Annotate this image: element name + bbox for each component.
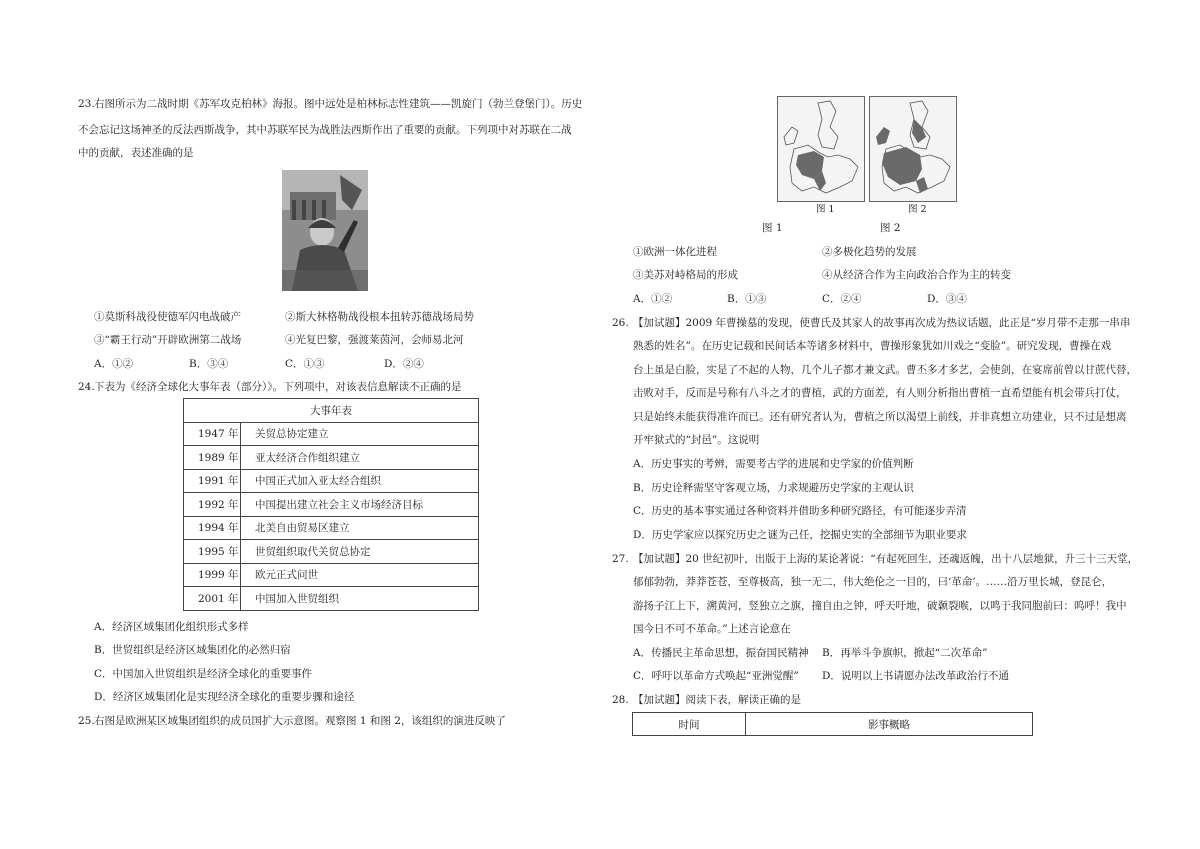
option-d[interactable]: D．②④ — [384, 358, 424, 370]
event-cell: 亚太经济合作组织建立 — [241, 446, 479, 470]
europe-map-1 — [777, 96, 865, 215]
event-cell: 中国加入世贸组织 — [241, 587, 479, 611]
event-cell: 中国提出建立社会主义市场经济目标 — [241, 493, 479, 517]
option-c[interactable]: C．历史的基本事实通过各种资料并借助多种研究路径，有可能逐步弄清 — [633, 505, 967, 517]
option-c[interactable]: C．呼吁以革命方式唤起“亚洲觉醒” — [633, 670, 799, 682]
option-c[interactable]: C．①③ — [285, 358, 325, 370]
question-stem-line: 【加试题】20 世纪初叶，出版于上海的某论著说：“有起死回生，还魂返魄，出十八层地狱，升三十三天堂， — [633, 553, 1139, 565]
table-row — [184, 563, 479, 587]
option-b[interactable]: B．历史诠释需坚守客观立场，力求规避历史学家的主观认识 — [633, 482, 914, 494]
question-stem-line: 游扬子江上下，溯黄河，竖独立之旗，撞自由之钟，呼天吁地，破颡裂喉，以鸣于我同胞前曰：呜呼！我中 — [633, 600, 1127, 612]
map-label: 图 2 — [908, 204, 927, 215]
event-cell: 欧元正式问世 — [241, 563, 479, 587]
question-number: 23. — [78, 98, 95, 110]
soviet-poster-image — [282, 170, 368, 291]
event-cell: 关贸总协定建立 — [241, 422, 479, 446]
table-title: 大事年表 — [184, 399, 479, 423]
table-row — [184, 587, 479, 611]
option-c[interactable]: C．中国加入世贸组织是经济全球化的重要事件 — [94, 668, 313, 680]
figure-caption: 图 1 — [762, 222, 783, 234]
table-row — [184, 446, 479, 470]
option-a[interactable]: A．①② — [633, 293, 673, 305]
option-b[interactable]: B．再举斗争旗帜，掀起“二次革命” — [822, 647, 988, 659]
option-b[interactable]: B．①③ — [727, 293, 767, 305]
table-row — [184, 493, 479, 517]
option-a[interactable]: A．传播民主革命思想，振奋国民精神 — [633, 647, 809, 659]
question-stem-line: 不会忘记这场神圣的反法西斯战争，其中苏联军民为战胜法西斯作出了重要的贡献。下列项中对苏联在二战 — [78, 124, 572, 136]
question-stem-line: 国今日不可不革命。”上述言论意在 — [633, 623, 791, 635]
question-number: 25. — [78, 715, 95, 727]
year-cell: 1994 年 — [184, 516, 241, 540]
question-stem-line: 郁郁勃勃，莽莽苍苍，至尊极高，独一无二，伟大绝伦之一目的，曰‘革命’。……沿万里长城，登昆仑， — [633, 576, 1113, 588]
data-table — [632, 712, 1033, 736]
column-header: 影事概略 — [746, 713, 1033, 736]
item-2: ②斯大林格勒战役根本扭转苏德战场局势 — [285, 311, 474, 323]
question-stem-line: 台上虽是白脸，实是了不起的人物，几个儿子都才兼文武。曹丕多才多艺，会使剑，在宴席前曾以甘蔗代替， — [633, 364, 1137, 376]
year-cell: 1989 年 — [184, 446, 241, 470]
year-cell: 2001 年 — [184, 587, 241, 611]
item-4: ④从经济合作为主向政治合作为主的转变 — [822, 269, 1011, 281]
question-number: 28. — [612, 694, 629, 706]
option-d[interactable]: D．历史学家应以探究历史之谜为己任，挖掘史实的全部细节为职业要求 — [633, 529, 967, 541]
events-table — [183, 398, 479, 611]
event-cell: 世贸组织取代关贸总协定 — [241, 540, 479, 564]
option-a[interactable]: A．①② — [94, 358, 134, 370]
map-label: 图 1 — [816, 204, 835, 215]
item-1: ①莫斯科战役使德军闪电战破产 — [94, 311, 241, 323]
item-3: ③美苏对峙格局的形成 — [633, 269, 738, 281]
item-1: ①欧洲一体化进程 — [633, 246, 717, 258]
option-d[interactable]: D．③④ — [927, 293, 967, 305]
year-cell: 1947 年 — [184, 422, 241, 446]
question-stem: 【加试题】阅读下表，解读正确的是 — [633, 694, 801, 706]
year-cell: 1992 年 — [184, 493, 241, 517]
question-stem-line: 开牢狱式的“封邑”。这说明 — [633, 434, 760, 446]
year-cell: 1995 年 — [184, 540, 241, 564]
question-stem-line: 右图所示为二战时期《苏军攻克柏林》海报。图中远处是柏林标志性建筑——凯旋门（勃兰登堡门）。历史 — [94, 98, 583, 110]
question-stem-line: 击败对手，反而是号称有八斗之才的曹植，武的方面差，有人则分析指出曹植一直希望能有机会带兵打仗， — [633, 387, 1127, 399]
question-stem: 右图是欧洲某区域集团组织的成员国扩大示意图。观察图 1 和图 2，该组织的演进反映了 — [94, 715, 506, 727]
item-4: ④光复巴黎，强渡莱茵河，会师易北河 — [285, 334, 464, 346]
event-cell: 北美自由贸易区建立 — [241, 516, 479, 540]
question-stem-line: 中的贡献，表述准确的是 — [78, 147, 194, 159]
table-row — [184, 422, 479, 446]
question-stem: 下表为《经济全球化大事年表（部分）》。下列项中，对该表信息解读不正确的是 — [94, 381, 462, 393]
option-c[interactable]: C．②④ — [822, 293, 862, 305]
column-header: 时间 — [633, 713, 746, 736]
table-row — [184, 469, 479, 493]
event-cell: 中国正式加入亚太经合组织 — [241, 469, 479, 493]
year-cell: 1999 年 — [184, 563, 241, 587]
question-number: 27. — [612, 553, 629, 565]
europe-map-2 — [869, 96, 957, 215]
year-cell: 1991 年 — [184, 469, 241, 493]
question-stem-line: 熟悉的姓名”。在历史记载和民间话本等诸多材料中，曹操形象犹如川戏之“变脸”。研究发现，曹操在戏 — [633, 340, 1112, 352]
option-d[interactable]: D．经济区域集团化是实现经济全球化的重要步骤和途径 — [94, 691, 355, 703]
question-number: 24. — [78, 381, 95, 393]
option-b[interactable]: B．世贸组织是经济区域集团化的必然归宿 — [94, 644, 291, 656]
item-2: ②多极化趋势的发展 — [822, 246, 917, 258]
option-d[interactable]: D．说明以上书请愿办法改革政治行不通 — [822, 670, 1009, 682]
item-3: ③“霸王行动”开辟欧洲第二战场 — [94, 334, 242, 346]
question-number: 26. — [612, 317, 629, 329]
option-a[interactable]: A．历史事实的考辨，需要考古学的进展和史学家的价值判断 — [633, 458, 914, 470]
figure-caption: 图 2 — [880, 222, 901, 234]
table-row — [184, 516, 479, 540]
option-b[interactable]: B．③④ — [189, 358, 229, 370]
table-row — [184, 540, 479, 564]
question-stem-line: 【加试题】2009 年曹操墓的发现，使曹氏及其家人的故事再次成为热议话题，此正是“岁月带不走那一串串 — [633, 317, 1131, 329]
option-a[interactable]: A．经济区域集团化组织形式多样 — [94, 621, 249, 633]
question-stem-line: 只是始终未能获得准许而已。还有研究者认为，曹植之所以渴望上前线，并非真想立功建业，只不过是想离 — [633, 411, 1127, 423]
